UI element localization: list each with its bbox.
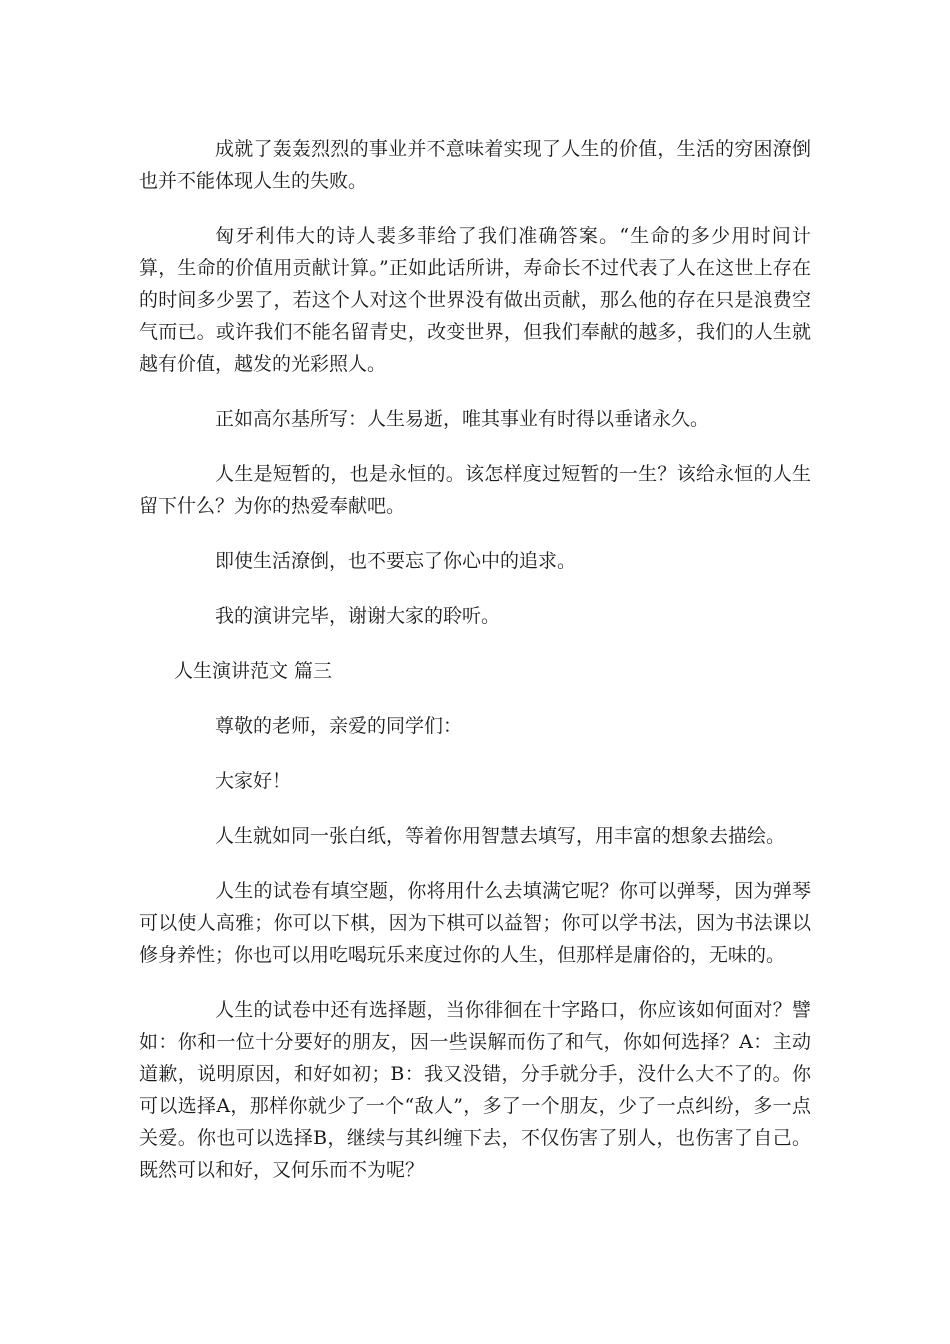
paragraph: 人生是短暂的，也是永恒的。该怎样度过短暂的一生？该给永恒的人生留下什么？为你的热爱奉献吧。 xyxy=(139,463,811,517)
paragraph: 匈牙利伟大的诗人裴多菲给了我们准确答案。“生命的多少用时间计算，生命的价值用贡献计算。”正如此话所讲，寿命长不过代表了人在这世上存在的时间多少罢了，若这个人对这个世界没有做出贡献，那么他的存在只是浪费空气而已。或许我们不能名留青史，改变世界，但我们奉献的越多，我们的人生就越有价值，越发的光彩照人。 xyxy=(139,225,811,375)
paragraph: 人生的试卷中还有选择题，当你徘徊在十字路口，你应该如何面对？譬如：你和一位十分要好的朋友，因一些误解而伤了和气，你如何选择？A：主动道歉，说明原因，和好如初；B：我又没错，分手就分手，没什么大不了的。你可以选择A，那样你就少了一个“敌人”，多了一个朋友，少了一点纠纷，多一点关爱。你也可以选择B，继续与其纠缠下去，不仅伤害了别人，也伤害了自己。既然可以和好，又何乐而不为呢？ xyxy=(139,999,811,1181)
paragraph: 尊敬的老师，亲爱的同学们： xyxy=(215,715,463,737)
paragraph: 我的演讲完毕，谢谢大家的聆听。 xyxy=(215,605,501,627)
paragraph: 即使生活潦倒，也不要忘了你心中的追求。 xyxy=(215,550,577,572)
paragraph: 成就了轰轰烈烈的事业并不意味着实现了人生的价值，生活的穷困潦倒也并不能体现人生的失败。 xyxy=(139,138,811,192)
paragraph: 人生就如同一张白纸，等着你用智慧去填写，用丰富的想象去描绘。 xyxy=(215,825,786,847)
section-heading: 人生演讲范文 篇三 xyxy=(174,660,333,682)
paragraph: 人生的试卷有填空题，你将用什么去填满它呢？你可以弹琴，因为弹琴可以使人高雅；你可以下棋，因为下棋可以益智；你可以学书法，因为书法课以修身养性；你也可以用吃喝玩乐来度过你的人生，但那样是庸俗的，无味的。 xyxy=(139,880,811,966)
document-body xyxy=(139,133,811,1209)
paragraph: 正如高尔基所写：人生易逝，唯其事业有时得以垂诸永久。 xyxy=(215,408,710,430)
paragraph: 大家好！ xyxy=(215,770,292,792)
